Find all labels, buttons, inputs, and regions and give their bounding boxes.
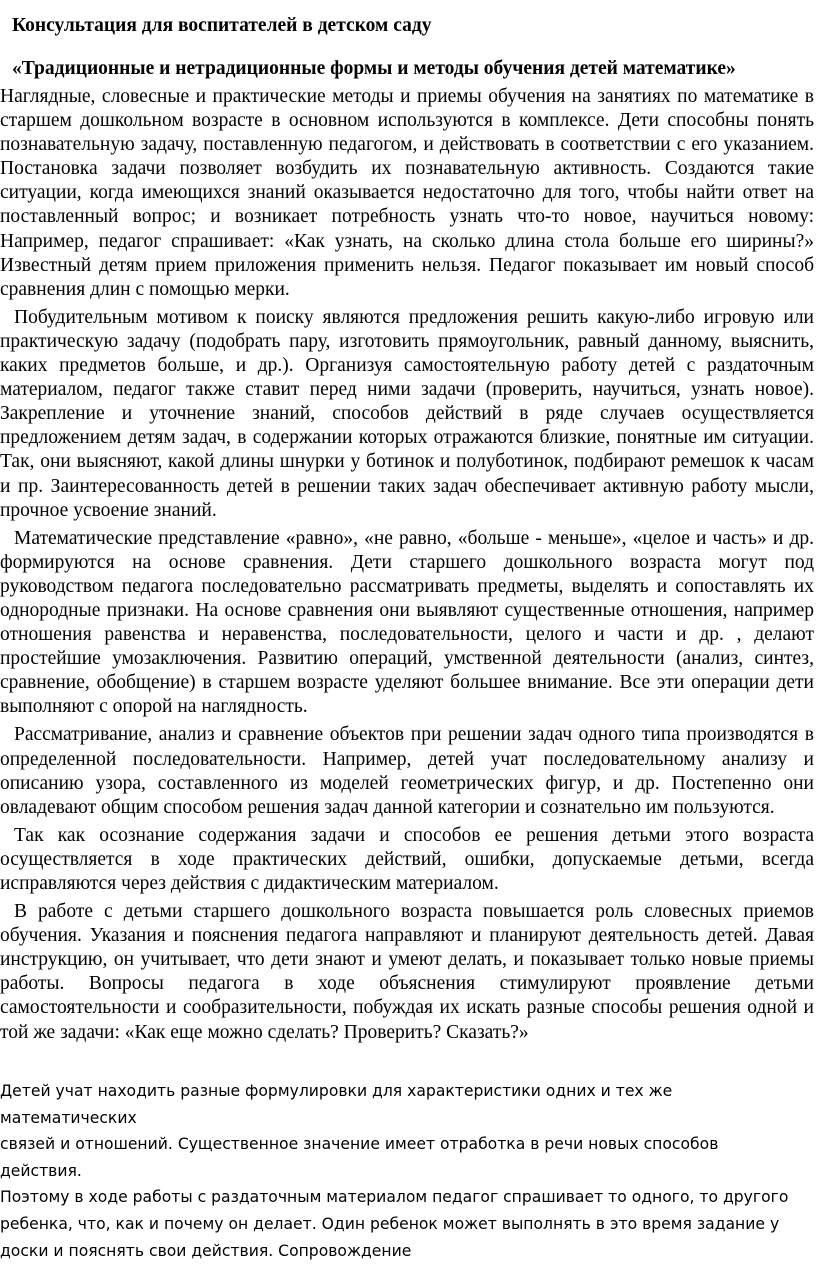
paragraph-6: В работе с детьми старшего дошкольного возраста повышается роль словесных приемов обучения. Указания и пояснения педагога направляют и планируют деятельность детей. Давая инструкцию, он учитывает, что дети знают и умеют делать, и показывает только новые приемы работы. Вопросы педагога в ходе объяснения стимулируют проявление детьми самостоятельности и сообразительности, побуждая их искать разные способы решения одной и той же задачи: «Как еще можно сделать? Проверить? Сказать?»	[0, 901, 814, 1043]
sans-text-block	[0, 1078, 800, 1264]
paragraph-4: Рассматривание, анализ и сравнение объектов при решении задач одного типа производятся в определенной последовательности. Например, детей учат последовательному анализу и описанию узора, составленного из моделей геометрических фигур, и др. Постепенно они овладевают общим способом решения задач данной категории и сознательно им пользуются.	[0, 724, 814, 818]
document-subtitle: «Традиционные и нетрадиционные формы и методы обучения детей математике»	[12, 58, 736, 79]
paragraph-3: Математические представление «равно», «не равно, «больше - меньше», «целое и часть» и др. формируются на основе сравнения. Дети старшего дошкольного возраста могут под руководством педагога последовательно рассматривать предметы, выделять и сопоставлять их однородные признаки. На основе сравнения они выявляют существенные отношения, например отношения равенства и неравенства, последовательности, целого и части и др. , делают простейшие умозаключения. Развитию операций, умственной деятельности (анализ, синтез, сравнение, обобщение) в старшем возрасте уделяют большее внимание. Все эти операции дети выполняют с опорой на наглядность.	[0, 527, 814, 718]
document-title: Консультация для воспитателей в детском саду	[12, 15, 432, 36]
paragraph-2: Побудительным мотивом к поиску являются предложения решить какую-либо игровую или практическую задачу (подобрать пару, изготовить прямоугольник, равный данному, выяснить, каких предметов больше, и др.). Организуя самостоятельную работу детей с раздаточным материалом, педагог также ставит перед ними задачи (проверить, научиться, узнать новое). Закрепление и уточнение знаний, способов действий в ряде случаев осуществляется предложением детям задач, в содержании которых отражаются близкие, понятные им ситуации. Так, они выясняют, какой длины шнурки у ботинок и полуботинок, подбирают ремешок к часам и пр. Заинтересованность детей в решении таких задач обеспечивает активную работу мысли, прочное усвоение знаний.	[0, 306, 814, 521]
sans-line: Детей учат находить разные формулировки для характеристики одних и тех же математических	[0, 1082, 673, 1127]
paragraph-5: Так как осознание содержания задачи и способов ее решения детьми этого возраста осуществляется в ходе практических действий, ошибки, допускаемые детьми, всегда исправляются через действия с дидактическим материалом.	[0, 824, 814, 894]
paragraph-1: Наглядные, словесные и практические методы и приемы обучения на занятиях по математике в старшем дошкольном возрасте в основном используются в комплексе. Дети способны понять познавательную задачу, поставленную педагогом, и действовать в соответствии с его указанием. Постановка задачи позволяет возбудить их познавательную активность. Создаются такие ситуации, когда имеющихся знаний оказывается недостаточно для того, чтобы найти ответ на поставленный вопрос; и возникает потребность узнать что-то новое, научиться новому: Например, педагог спрашивает: «Как узнать, на сколько длина стола больше его ширины?» Известный детям прием приложения применить нельзя. Педагог показывает им новый способ сравнения длин с помощью мерки.	[0, 86, 814, 300]
sans-line: ребенка, что, как и почему он делает. Один ребенок может выполнять в это время задание у	[0, 1214, 780, 1233]
sans-line: Поэтому в ходе работы с раздаточным материалом педагог спрашивает то одного, то другого	[0, 1188, 789, 1207]
sans-line: связей и отношений. Существенное значение имеет отработка в речи новых способов действия.	[0, 1135, 719, 1180]
sans-line: доски и пояснять свои действия. Сопровождение	[0, 1241, 412, 1260]
document-body	[0, 85, 814, 1049]
